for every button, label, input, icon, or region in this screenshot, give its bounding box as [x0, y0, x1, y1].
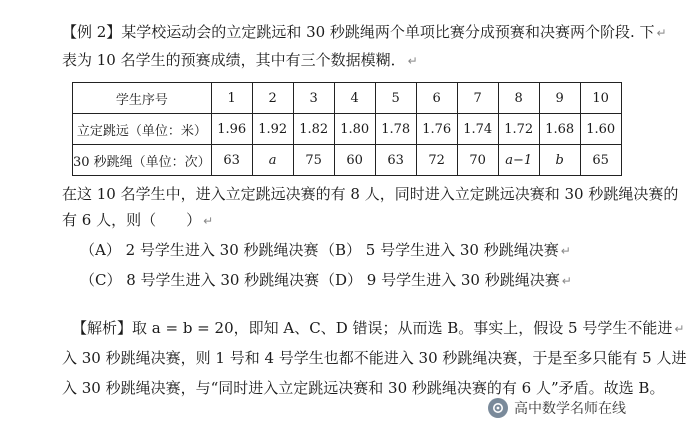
wechat-official-account-icon	[488, 398, 508, 418]
table-cell: 1.60	[580, 114, 621, 145]
paragraph-mark: ↵	[407, 54, 418, 68]
table-cell: 5	[375, 83, 416, 114]
table-cell: 1.68	[539, 114, 580, 145]
table-cell: 72	[416, 145, 457, 176]
table-cell: 9	[539, 83, 580, 114]
problem-line-2: 表为 10 名学生的预赛成绩，其中有三个数据模糊． ↵	[62, 51, 418, 69]
table-cell: 60	[334, 145, 375, 176]
table-cell: 1.78	[375, 114, 416, 145]
paragraph-mark: ↵	[560, 244, 571, 258]
table-cell: 63	[375, 145, 416, 176]
solution-line-3: 入 30 秒跳绳决赛，与“同时进入立定跳远决赛和 30 秒跳绳决赛的有 6 人”矛盾。故选 B。	[62, 379, 665, 397]
paragraph-mark: ↵	[203, 214, 214, 228]
problem-line-1: 【例 2】某学校运动会的立定跳远和 30 秒跳绳两个单项比赛分成预赛和决赛两个阶段. 下 ↵	[62, 23, 667, 41]
watermark	[488, 398, 626, 418]
paragraph-mark: ↵	[674, 322, 685, 336]
table-cell: a−1	[498, 145, 539, 176]
table-cell: 65	[580, 145, 621, 176]
table-cell: 1.74	[457, 114, 498, 145]
solution-line-2: 入 30 秒跳绳决赛，则 1 号和 4 号学生也都不能进入 30 秒跳绳决赛，于是至多只能有 5 人进	[62, 349, 687, 367]
table-cell: 6	[416, 83, 457, 114]
table-cell: 1.72	[498, 114, 539, 145]
option-c: （C） 8 号学生进入 30 秒跳绳决赛	[80, 271, 320, 289]
table-header-label: 学生序号	[73, 83, 212, 114]
table-row-header	[73, 83, 622, 114]
paragraph-mark: ↵	[656, 26, 667, 40]
table-cell: 1	[211, 83, 252, 114]
table-cell: 1.76	[416, 114, 457, 145]
table-cell: 3	[293, 83, 334, 114]
paragraph-mark: ↵	[561, 274, 572, 288]
table-row-label: 立定跳远（单位：米）	[73, 114, 212, 145]
score-table	[72, 82, 622, 176]
table-cell: 75	[293, 145, 334, 176]
watermark-text: 高中数学名师在线	[514, 401, 626, 417]
table-cell: 2	[252, 83, 293, 114]
table-cell: 1.96	[211, 114, 252, 145]
table-cell: 8	[498, 83, 539, 114]
table-cell: 7	[457, 83, 498, 114]
option-d: （D） 9 号学生进入 30 秒跳绳决赛 ↵	[320, 271, 572, 289]
table-cell: b	[539, 145, 580, 176]
table-row-label: 30 秒跳绳（单位：次）	[73, 145, 212, 176]
table-cell: 1.92	[252, 114, 293, 145]
table-row-rope-skipping	[73, 145, 622, 176]
table-cell: 1.82	[293, 114, 334, 145]
table-cell: 63	[211, 145, 252, 176]
table-cell: 70	[457, 145, 498, 176]
table-row-long-jump	[73, 114, 622, 145]
table-cell: 1.80	[334, 114, 375, 145]
option-b: （B） 5 号学生进入 30 秒跳绳决赛 ↵	[320, 241, 571, 259]
solution-line-1: 【解析】取 a = b = 20，即知 A、C、D 错误；从而选 B。事实上，假设 5 号学生不能进 ↵	[72, 319, 685, 337]
table-cell: 4	[334, 83, 375, 114]
option-a: （A） 2 号学生进入 30 秒跳绳决赛	[80, 241, 319, 259]
question-line-1: 在这 10 名学生中，进入立定跳远决赛的有 8 人，同时进入立定跳远决赛和 30 秒跳绳决赛的	[62, 185, 679, 203]
table-cell: 10	[580, 83, 621, 114]
table-cell: a	[252, 145, 293, 176]
question-line-2: 有 6 人，则（ ） ↵	[62, 211, 214, 229]
